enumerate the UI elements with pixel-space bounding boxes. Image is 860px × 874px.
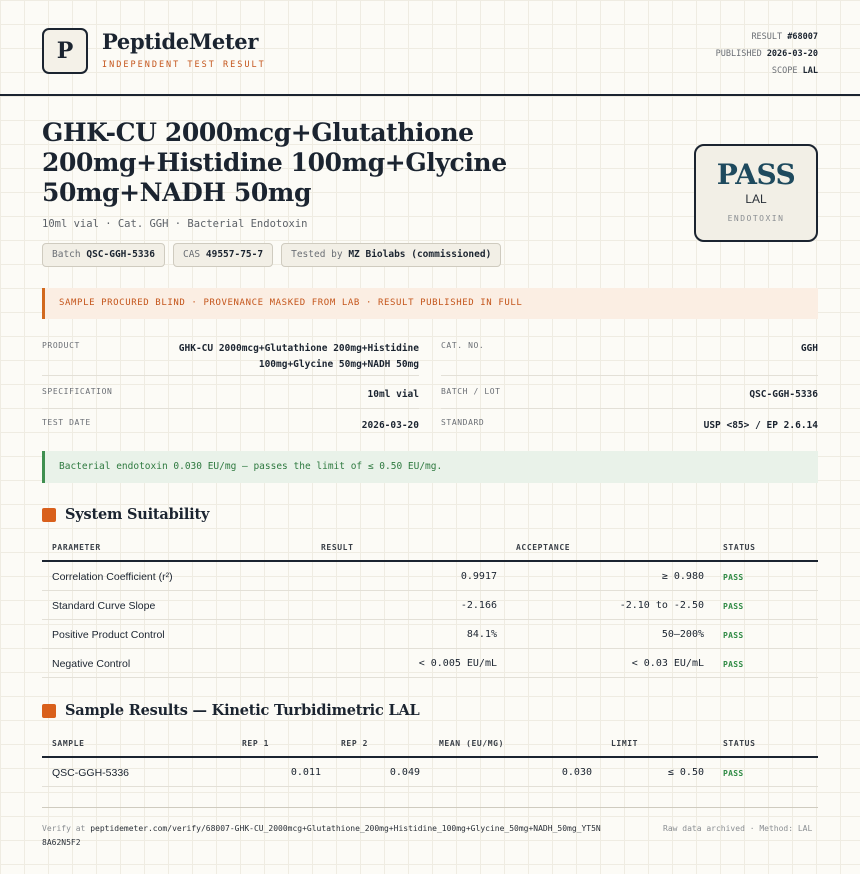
table-row (42, 649, 818, 678)
info-product-value: GHK-CU 2000mcg+Glutathione 200mg+Histidine 100mg+Glycine 50mg+NADH 50mg (178, 343, 419, 370)
chip-batch-label: Batch (52, 249, 81, 260)
info-batch-label: BATCH / LOT (441, 387, 501, 396)
footer-divider (42, 807, 818, 808)
cell-parameter: Negative Control (52, 658, 131, 670)
cell-parameter: Standard Curve Slope (52, 600, 156, 612)
meta-scope-value: LAL (802, 66, 818, 76)
badge-verdict: PASS (716, 158, 796, 191)
chip-cas-label: CAS (182, 249, 201, 260)
th-sample: SAMPLE (52, 739, 85, 748)
archive-note: Raw data archived · Method: LAL (663, 824, 813, 833)
samples-title: Sample Results — Kinetic Turbidimetric LAL (65, 702, 420, 719)
chip-batch-value: QSC-GGH-5336 (86, 249, 155, 260)
meta-published-label: PUBLISHED (715, 49, 762, 59)
badge-scope: ENDOTOXIN (727, 214, 785, 223)
cell-sample: QSC-GGH-5336 (52, 767, 130, 779)
section-marker-icon (42, 704, 56, 718)
cell-parameter: Positive Product Control (52, 629, 165, 641)
verify-link[interactable]: peptidemeter.com/verify/68007-GHK-CU_2000mcg+Glutathione_200mg+Histidine_100mg+Glycine_50mg+NADH_50mg_YT5N8A62N5F2 (42, 824, 601, 847)
status-badge: PASS (723, 769, 744, 778)
th-limit: LIMIT (611, 739, 639, 748)
brand-tagline: INDEPENDENT TEST RESULT (102, 60, 266, 70)
cell-limit: ≤ 0.50 (667, 767, 704, 778)
cell-mean: 0.030 (561, 767, 592, 778)
meta-scope (716, 63, 818, 80)
table-row (42, 620, 818, 649)
section-marker-icon (42, 508, 56, 522)
suitability-heading (42, 506, 209, 523)
meta-published (716, 46, 818, 63)
product-chips (42, 243, 501, 267)
chip-cas (173, 243, 273, 267)
table-row (42, 591, 818, 620)
chip-tested-by (281, 243, 501, 267)
info-product-label: PRODUCT (42, 341, 80, 350)
cell-result: 0.9917 (460, 571, 497, 582)
chip-tested-by-label: Tested by (291, 249, 343, 260)
th-rep2: REP 2 (341, 739, 369, 748)
cell-acceptance: < 0.03 EU/mL (631, 658, 704, 669)
cell-acceptance: 50–200% (661, 629, 704, 640)
brand-name[interactable]: PeptideMeter (102, 29, 259, 54)
info-date-label: TEST DATE (42, 418, 91, 427)
cell-parameter: Correlation Coefficient (r²) (52, 571, 173, 583)
th-mean: MEAN (EU/MG) (439, 739, 504, 748)
brand-logo[interactable]: P (42, 28, 88, 74)
info-date (42, 418, 419, 440)
info-standard (441, 418, 818, 440)
cell-rep1: 0.011 (290, 767, 321, 778)
meta-scope-label: SCOPE (771, 66, 798, 76)
status-badge: PASS (723, 602, 744, 611)
table-row (42, 562, 818, 591)
samples-header-row (42, 728, 818, 758)
table-row (42, 758, 818, 787)
info-product (42, 341, 419, 376)
info-cat-label: CAT. NO. (441, 341, 485, 350)
info-spec-value: 10ml vial (367, 389, 419, 400)
samples-heading (42, 702, 420, 719)
chip-tested-by-value: MZ Biolabs (commissioned) (348, 249, 492, 260)
suitability-table (42, 532, 818, 678)
cell-acceptance: -2.10 to -2.50 (619, 600, 704, 611)
cell-result: < 0.005 EU/mL (418, 658, 497, 669)
th-acceptance: ACCEPTANCE (516, 543, 571, 552)
status-badge: PASS (723, 573, 744, 582)
report-header (0, 0, 860, 96)
th-parameter: PARAMETER (52, 543, 101, 552)
meta-published-value: 2026-03-20 (766, 49, 818, 59)
th-result: RESULT (321, 543, 354, 552)
suitability-header-row (42, 532, 818, 562)
info-spec (42, 387, 419, 409)
th-status: STATUS (723, 739, 756, 748)
info-cat (441, 341, 818, 376)
badge-method: LAL (745, 192, 767, 206)
cell-acceptance: ≥ 0.980 (661, 571, 704, 582)
product-subtitle: 10ml vial · Cat. GGH · Bacterial Endotoxin (42, 218, 308, 230)
verify-prefix: Verify at (42, 824, 86, 833)
procurement-notice: SAMPLE PROCURED BLIND · PROVENANCE MASKED FROM LAB · RESULT PUBLISHED IN FULL (42, 288, 818, 319)
report-meta (716, 29, 818, 80)
info-spec-label: SPECIFICATION (42, 387, 113, 396)
status-badge: PASS (723, 631, 744, 640)
cell-result: 84.1% (466, 629, 497, 640)
samples-table (42, 728, 818, 787)
pass-badge (694, 144, 818, 242)
meta-result-label: RESULT (751, 32, 783, 42)
suitability-title: System Suitability (65, 506, 210, 523)
info-date-value: 2026-03-20 (361, 420, 419, 431)
chip-batch (42, 243, 165, 267)
th-status: STATUS (723, 543, 756, 552)
chip-cas-value: 49557-75-7 (205, 249, 264, 260)
meta-result (716, 29, 818, 46)
meta-result-value: #68007 (787, 32, 818, 42)
th-rep1: REP 1 (242, 739, 270, 748)
info-standard-label: STANDARD (441, 418, 485, 427)
product-title: GHK-CU 2000mcg+Glutathione 200mg+Histidine 100mg+Glycine 50mg+NADH 50mg (42, 118, 507, 207)
info-batch (441, 387, 818, 409)
info-cat-value: GGH (800, 343, 818, 354)
verify-note (42, 822, 602, 850)
info-batch-value: QSC-GGH-5336 (749, 389, 818, 400)
result-summary: Bacterial endotoxin 0.030 EU/mg — passes the limit of ≤ 0.50 EU/mg. (42, 451, 818, 483)
cell-rep2: 0.049 (389, 767, 420, 778)
info-standard-value: USP <85> / EP 2.6.14 (703, 420, 818, 431)
status-badge: PASS (723, 660, 744, 669)
cell-result: -2.166 (460, 600, 497, 611)
